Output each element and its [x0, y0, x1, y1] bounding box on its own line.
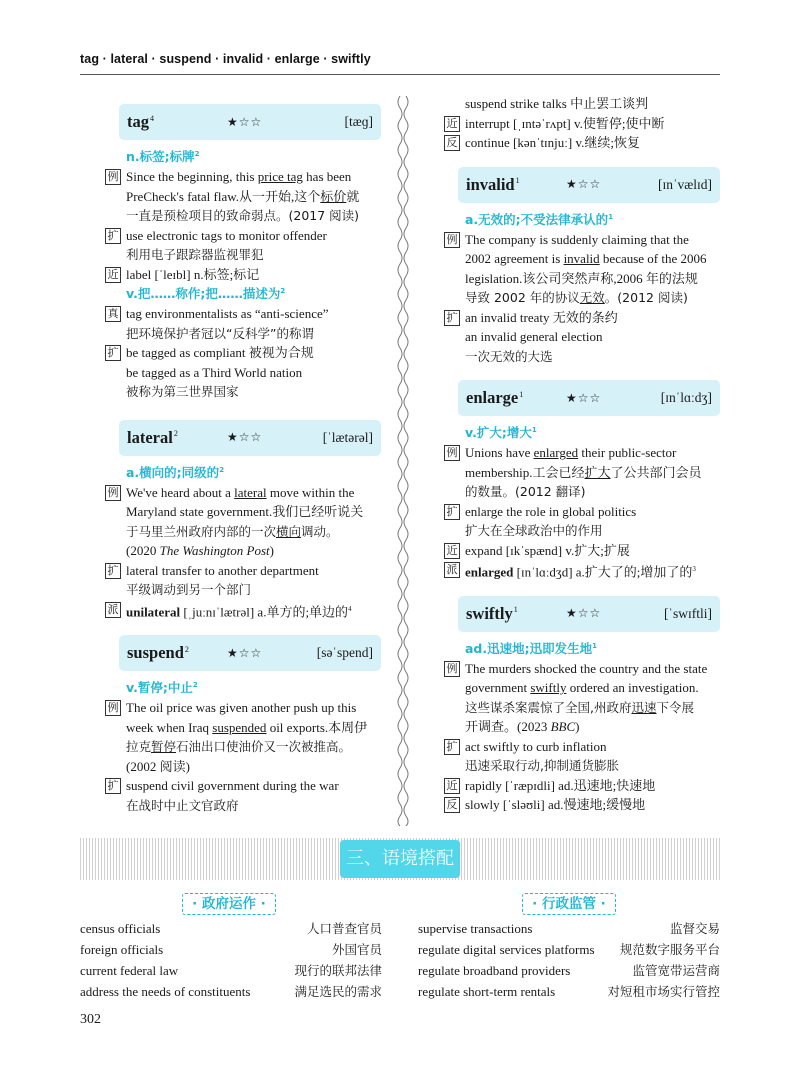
- synonym-entry: 近 interrupt [ˌɪntəˈrʌpt] v.使暂停;使中断: [444, 114, 750, 134]
- part-of-speech: v.暂停;中止$^2$: [126, 680, 198, 696]
- extension-tag: 扩: [105, 563, 121, 579]
- headword-box-suspend: [119, 635, 381, 671]
- list-item: regulate short-term rentals 对短租市场实行管控: [418, 984, 720, 999]
- example-entry: 例 Since the beginning, this price tag has been PreCheck's fatal flaw.从一开始,这个标价就 一直是预检项目的致命弱点。(2017 阅读): [105, 167, 411, 226]
- antonym-entry: 反 continue [kənˈtɪnjuː] v.继续;恢复: [444, 133, 750, 153]
- extension-continued: suspend strike talks 中止罢工谈判: [465, 96, 649, 111]
- synonym-tag: 近: [444, 778, 460, 794]
- headword: suspend$^2$: [127, 643, 189, 663]
- part-of-speech: a.无效的;不受法律承认的$^1$: [465, 211, 614, 227]
- headword: enlarge$^1$: [466, 388, 524, 407]
- frequency-stars: ★☆☆: [566, 177, 602, 191]
- phonetic: [ɪnˈlɑːdʒ]: [660, 390, 712, 405]
- extension-tag: 扩: [444, 739, 460, 755]
- part-of-speech: n.标签;标牌$^2$: [126, 149, 200, 164]
- example-entry: 例 The oil price was given another push up this week when Iraq suspended oil exports.本周伊 拉克暂停石油出口使油价又一次被推高。 (2002 阅读): [105, 698, 411, 776]
- example-tag: 例: [444, 445, 460, 461]
- derivative-tag: 派: [105, 602, 121, 618]
- frequency-stars: ★☆☆: [566, 606, 602, 621]
- extension-entry: 扩 be tagged as compliant 被视为合规 be tagged as a Third World nation 被称为第三世界国家: [105, 343, 411, 402]
- headword-box-invalid: [458, 167, 720, 203]
- synonym-tag: 近: [444, 116, 460, 132]
- list-item: regulate broadband providers 监管宽带运营商: [418, 963, 720, 978]
- synonym-entry: 近 rapidly [ˈræpɪdli] ad.迅速地;快速地: [444, 776, 750, 796]
- exam-tag: 真: [105, 306, 121, 322]
- phonetic: [ˈswɪftli]: [664, 605, 712, 621]
- part-of-speech: ad.迅速地;迅即发生地$^1$: [465, 640, 598, 656]
- list-item: address the needs of constituents 满足选民的需求: [80, 984, 382, 999]
- header-rule: [80, 74, 720, 75]
- subsection-title-regulation: · 行政监管 ·: [522, 893, 616, 915]
- exam-question-entry: 真 tag environmentalists as “anti-science” 把环境保护者冠以“反科学”的称谓: [105, 304, 411, 343]
- frequency-stars: ★☆☆: [227, 430, 263, 444]
- list-item: foreign officials 外国官员: [80, 942, 382, 957]
- antonym-entry: 反 slowly [ˈsləʊli] ad.慢速地;缓慢地: [444, 795, 750, 815]
- example-entry: 例 We've heard about a lateral move within the Maryland state government.我们已经听说关 于马里兰州政府内部的一次横向调动。 (2020 The Washington Post): [105, 483, 411, 561]
- left-column: [105, 96, 411, 815]
- example-entry: 例 The company is suddenly claiming that the 2002 agreement is invalid because of the 2006 legislation.该公司突然声称,2006 年的法规 导致 2002 年的协议无效。(2012 阅读): [444, 230, 750, 308]
- running-head: tag · lateral · suspend · invalid · enlarge · swiftly: [80, 52, 371, 66]
- list-item: census officials 人口普查官员: [80, 921, 382, 936]
- extension-entry: 扩 enlarge the role in global politics 扩大在全球政治中的作用: [444, 502, 750, 541]
- section-title: 三、语境搭配: [340, 840, 460, 878]
- headword: tag$^4$: [127, 112, 154, 131]
- extension-entry: 扩 suspend civil government during the war 在战时中止文官政府: [105, 776, 411, 815]
- phonetic: [tæɡ]: [344, 114, 373, 129]
- antonym-tag: 反: [444, 797, 460, 813]
- derivative-tag: 派: [444, 562, 460, 578]
- antonym-tag: 反: [444, 135, 460, 151]
- extension-entry: 扩 use electronic tags to monitor offender 利用电子跟踪器监视罪犯: [105, 226, 411, 265]
- frequency-stars: ★☆☆: [227, 645, 263, 660]
- extension-tag: 扩: [444, 504, 460, 520]
- example-entry: 例 Unions have enlarged their public-sector membership.工会已经扩大了公共部门会员 的数量。(2012 翻译): [444, 443, 750, 502]
- list-item: regulate digital services platforms 规范数字服务平台: [418, 942, 720, 957]
- frequency-stars: ★☆☆: [566, 390, 602, 405]
- extension-tag: 扩: [105, 778, 121, 794]
- headword-box-lateral: [119, 420, 381, 456]
- headword: lateral$^2$: [127, 427, 178, 447]
- phonetic: [ˈlætərəl]: [322, 429, 373, 445]
- subsection-title-government: · 政府运作 ·: [182, 893, 276, 915]
- synonym-entry: 近 expand [ɪkˈspænd] v.扩大;扩展: [444, 541, 750, 561]
- collocation-list-right: [418, 918, 720, 1002]
- headword-box-swiftly: [458, 596, 720, 632]
- list-item: current federal law 现行的联邦法律: [80, 963, 382, 978]
- extension-entry: 扩 an invalid treaty 无效的条约 an invalid general election 一次无效的大选: [444, 308, 750, 367]
- right-column: [444, 96, 750, 815]
- list-item: supervise transactions 监督交易: [418, 921, 720, 936]
- collocation-list-left: [80, 918, 382, 1002]
- headword: swiftly$^1$: [466, 603, 518, 623]
- synonym-tag: 近: [444, 543, 460, 559]
- extension-tag: 扩: [105, 345, 121, 361]
- extension-tag: 扩: [105, 228, 121, 244]
- part-of-speech: v.把……称作;把……描述为$^2$: [126, 286, 286, 301]
- extension-entry: 扩 lateral transfer to another department 平级调动到另一个部门: [105, 561, 411, 600]
- part-of-speech: a.横向的;同级的$^2$: [126, 464, 225, 480]
- example-tag: 例: [444, 661, 460, 677]
- example-tag: 例: [105, 700, 121, 716]
- phonetic: [səˈspend]: [316, 645, 373, 661]
- page-number: 302: [80, 1012, 101, 1027]
- column-divider: [394, 96, 414, 826]
- phonetic: [ɪnˈvælɪd]: [658, 176, 712, 192]
- headword-box-enlarge: [458, 380, 720, 416]
- headword: invalid$^1$: [466, 174, 520, 194]
- derivative-entry: 派 unilateral [ˌjuːnɪˈlætrəl] a.单方的;单边的$^4$: [105, 600, 411, 622]
- example-tag: 例: [444, 232, 460, 248]
- extension-entry: 扩 act swiftly to curb inflation 迅速采取行动,抑制通货膨胀: [444, 737, 750, 776]
- part-of-speech: v.扩大;增大$^1$: [465, 425, 537, 440]
- derivative-entry: 派 enlarged [ɪnˈlɑːdʒd] a.扩大了的;增加了的$^3$: [444, 560, 750, 582]
- example-tag: 例: [105, 485, 121, 501]
- synonym-entry: 近 label [ˈleɪbl] n.标签;标记: [105, 265, 411, 285]
- example-tag: 例: [105, 169, 121, 185]
- frequency-stars: ★☆☆: [227, 114, 263, 129]
- synonym-tag: 近: [105, 267, 121, 283]
- example-entry: 例 The murders shocked the country and the state government swiftly ordered an investigation. 这些谋杀案震惊了全国,州政府迅速下令展 开调查。(2023 BBC): [444, 659, 750, 737]
- extension-tag: 扩: [444, 310, 460, 326]
- headword-box-tag: [119, 104, 381, 140]
